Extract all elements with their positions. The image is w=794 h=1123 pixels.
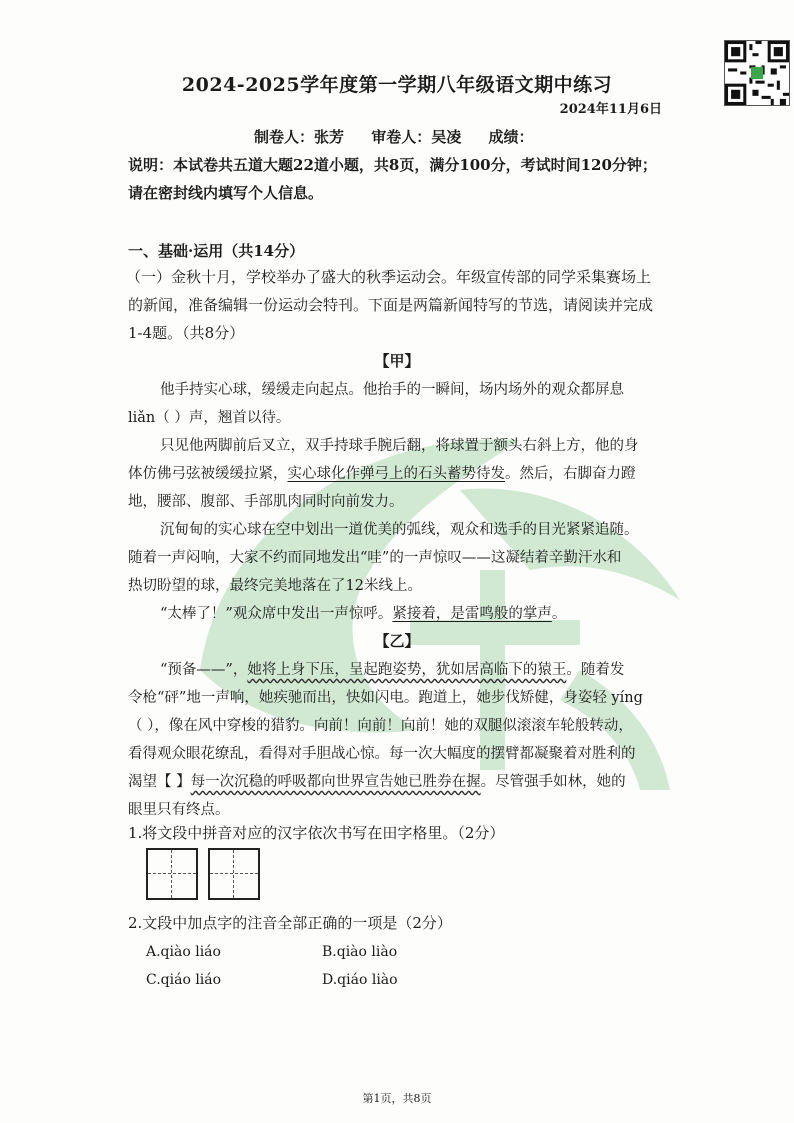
jia-p2-text-end: 。然后，右脚奋力蹬 — [505, 466, 636, 482]
instructions-line-2: 请在密封线内填写个人信息。 — [128, 184, 324, 202]
yi-p2-line: 令枪“砰”地一声响，她疾驰而出，快如闪电。跑道上，她步伐矫健，身姿轻 yíng — [128, 690, 643, 706]
grid-divider-vertical — [233, 850, 234, 898]
jia-p2-text: 体仿佛弓弦被缓缓拉紧， — [128, 466, 288, 482]
exam-date: 2024年11月6日 — [559, 102, 662, 117]
grid-divider-horizontal — [210, 873, 258, 874]
yi-p5-line — [128, 770, 626, 791]
jia-p4-line — [160, 602, 566, 623]
reviewer-label: 审卷人：吴凌 — [371, 128, 462, 146]
intro-line-3: 1-4题。（共8分） — [128, 324, 245, 342]
intro-line-1: （一）金秋十月，学校举办了盛大的秋季运动会。年级宣传部的同学采集赛场上 — [126, 268, 652, 286]
answer-grid-box-1[interactable] — [146, 848, 198, 900]
yi-p5-text-end: 。尽管强手如林，她的 — [480, 774, 626, 790]
jia-p2-line-2 — [128, 462, 636, 483]
option-b[interactable]: B.qiào liào — [322, 944, 398, 960]
yi-wavy-underlined-breath: 每一次沉稳的呼吸都向世界宣告她已胜券在握 — [190, 774, 481, 790]
yi-p4-line: 看得观众眼花缭乱，看得对手胆战心惊。每一次大幅度的摆臂都凝聚着对胜利的 — [128, 746, 636, 762]
instructions-line-1: 说明：本试卷共五道大题22道小题，共8页，满分100分，考试时间120分钟； — [128, 156, 657, 174]
jia-p2-line-3: 地，腰部、腹部、手部肌肉同时向前发力。 — [128, 494, 404, 510]
jia-p3-line-2: 随着一声闷响，大家不约而同地发出“哇”的一声惊叹——这凝结着辛勤汗水和 — [128, 550, 622, 566]
grid-divider-vertical — [171, 850, 172, 898]
jia-p1-line-1: 他手持实心球，缓缓走向起点。他抬手的一瞬间，场内场外的观众都屏息 — [160, 382, 624, 398]
jia-underlined-phrase: 实心球化作弹弓上的石头蓄势待发 — [287, 466, 505, 482]
page-title: 2024-2025学年度第一学期八年级语文期中练习 — [181, 74, 613, 96]
yi-p1-text: “预备——”， — [160, 662, 248, 678]
yi-p3-line: （ ），像在风中穿梭的猎豹。向前！向前！向前！她的双腿似滚滚车轮般转动， — [128, 718, 633, 734]
option-d[interactable]: D.qiáo liào — [322, 972, 398, 988]
passage-jia-label: 【甲】 — [374, 352, 420, 370]
option-a[interactable]: A.qiào liáo — [146, 944, 221, 960]
section-heading: 一、基础·运用（共14分） — [128, 242, 305, 260]
jia-p3-line-1: 沉甸甸的实心球在空中划出一道优美的弧线，观众和选手的目光紧紧追随。 — [160, 522, 639, 538]
option-c[interactable]: C.qiáo liáo — [146, 972, 222, 988]
jia-p3-line-3: 热切盼望的球，最终完美地落在了12米线上。 — [128, 578, 422, 594]
yi-p1-text-end: 。随着发 — [566, 662, 625, 678]
passage-yi-label: 【乙】 — [374, 632, 420, 650]
yi-p6-line: 眼里只有终点。 — [128, 802, 230, 818]
question-1: 1.将文段中拼音对应的汉字依次书写在田字格里。（2分） — [128, 824, 505, 842]
yi-p1-line — [160, 658, 624, 679]
yi-wavy-underlined-phrase: 她将上身下压，呈起跑姿势，犹如居高临下的猿王 — [247, 662, 567, 678]
jia-underlined-applause: 紧接着，是雷鸣般的掌声 — [392, 606, 552, 622]
yi-p5-text: 渴望【 】 — [128, 774, 191, 790]
staff-line — [254, 126, 556, 147]
question-2: 2.文段中加点字的注音全部正确的一项是（2分） — [128, 914, 452, 932]
page-number: 第1页，共8页 — [362, 1092, 432, 1105]
intro-line-2: 的新闻，准备编辑一份运动会特刊。下面是两篇新闻特写的节选，请阅读并完成 — [128, 296, 654, 314]
grid-divider-horizontal — [148, 873, 196, 874]
maker-label: 制卷人：张芳 — [254, 128, 345, 146]
answer-grid-box-2[interactable] — [208, 848, 260, 900]
jia-p2-line-1: 只见他两脚前后叉立，双手持球手腕后翻，将球置于额头右斜上方，他的身 — [160, 438, 639, 454]
jia-p1-line-2: liǎn（ ）声，翘首以待。 — [128, 410, 291, 426]
jia-p4-text: “太棒了！”观众席中发出一声惊呼。 — [160, 606, 393, 622]
score-label: 成绩： — [488, 128, 534, 146]
jia-p4-text-end: 。 — [551, 606, 567, 622]
